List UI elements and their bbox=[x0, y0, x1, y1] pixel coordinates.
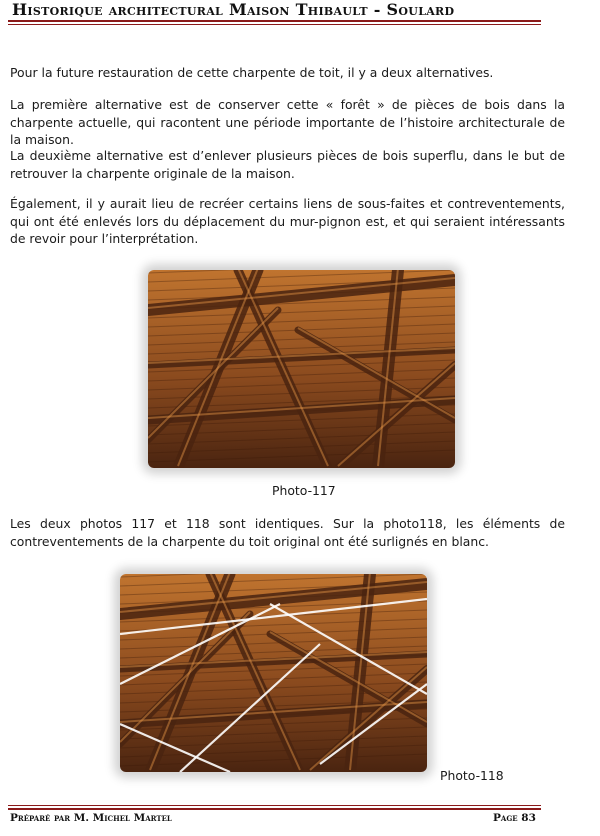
header-rule bbox=[8, 20, 541, 22]
photo-117-roof-framing bbox=[148, 270, 455, 468]
page-header-title: Historique architectural Maison Thibault - Soulard bbox=[12, 0, 455, 19]
footer-rule-thin bbox=[8, 805, 541, 806]
paragraph-alternatives-intro: Pour la future restauration de cette charpente de toit, il y a deux alternatives. bbox=[10, 65, 494, 80]
photo-117-caption: Photo-117 bbox=[272, 483, 336, 498]
footer-rule bbox=[8, 808, 541, 810]
paragraph-photos-identical: Les deux photos 117 et 118 sont identiques. Sur la photo118, les éléments de contreventements de la charpente du toit original ont été surlignés en blanc. bbox=[10, 516, 565, 549]
paragraph-recreate-links: Également, il y aurait lieu de recréer certains liens de sous-faites et contreventements, qui ont été enlevés lors du déplacement du mur-pignon est, et qui seraient intéressants de revoir pour l’interprétation. bbox=[10, 196, 565, 246]
paragraph-second-alternative: La deuxième alternative est d’enlever plusieurs pièces de bois superflu, dans le but de retrouver la charpente originale de la maison. bbox=[10, 148, 565, 181]
paragraph-first-alternative: La première alternative est de conserver cette « forêt » de pièces de bois dans la charpente actuelle, qui racontent une période importante de l’histoire architecturale de la maison. bbox=[10, 97, 565, 147]
header-rule-thin bbox=[8, 24, 541, 25]
photo-118-roof-framing-highlighted bbox=[120, 574, 427, 772]
footer-page-number: Page 83 bbox=[493, 812, 536, 824]
photo-118-caption: Photo-118 bbox=[440, 768, 504, 783]
footer-author: Préparé par M. Michel Martel bbox=[10, 812, 172, 824]
